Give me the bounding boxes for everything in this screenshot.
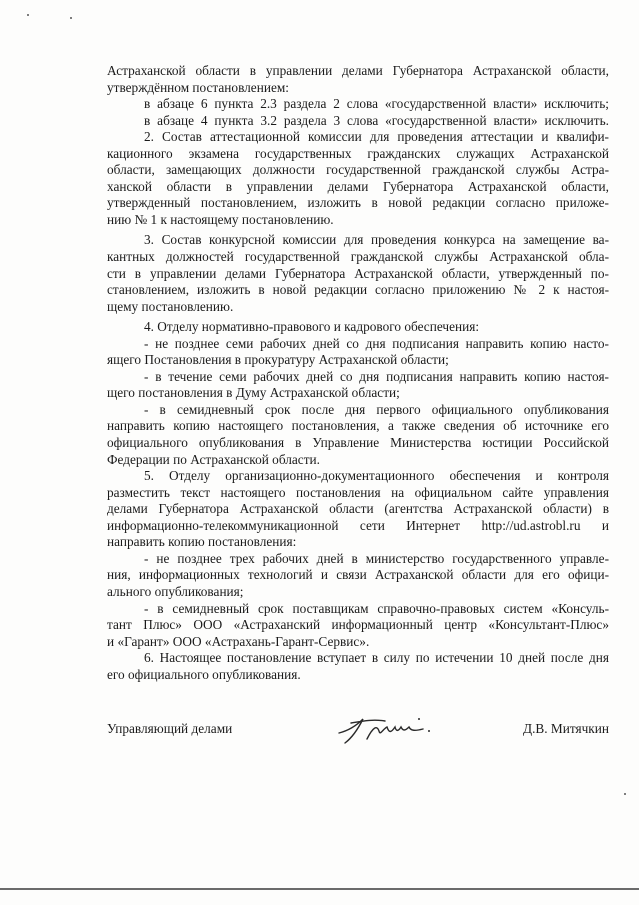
text-line: утверждённом постановлением:	[107, 79, 289, 95]
text-line: его официального опубликования.	[107, 666, 301, 682]
text-line: кантных должностей государственной гражданской службы Астраханской обла-	[107, 249, 609, 265]
text-line: - не позднее трех рабочих дней в министерство государственного управле-	[144, 550, 609, 566]
text-line: 4. Отделу нормативно-правового и кадрового обеспечения:	[144, 319, 480, 335]
text-line: сти в управлении делами Губернатора Астраханской области, утвержденный по-	[107, 265, 609, 281]
text-line: тант Плюс» ООО «Астраханский информационный центр «Консультант-Плюс»	[107, 617, 609, 633]
text-line: делами Губернатора Астраханской области (агентства Астраханской области) в	[107, 501, 609, 517]
scan-speck	[27, 14, 29, 16]
text-line: информационно-телекоммуникационной сети Интернет http://ud.astrobl.ru и	[107, 517, 609, 533]
text-line: 3. Состав конкурсной комиссии для проведения конкурса на замещение ва-	[144, 232, 609, 248]
text-line: разместить текст настоящего постановления на официальном сайте управления	[107, 484, 609, 500]
text-line: Астраханской области в управлении делами Губернатора Астраханской области,	[107, 63, 609, 78]
text-line: - в семидневный срок после дня первого официального опубликования	[144, 401, 609, 417]
signer-name: Д.В. Митячкин	[523, 721, 609, 736]
text-line: кационного экзамена государственных гражданских служащих Астраханской	[107, 145, 609, 161]
text-line: 2. Состав аттестационной комиссии для проведения аттестации и квалифи-	[144, 129, 609, 145]
page-bottom-edge	[0, 888, 639, 890]
text-line: - в семидневный срок поставщикам справочно-правовых систем «Консуль-	[144, 600, 609, 616]
text-line: Федерации по Астраханской области.	[107, 451, 320, 467]
text-line: ханской области в управлении делами Губернатора Астраханской области,	[107, 178, 609, 194]
text-line: ния, информационных технологий и связи Астраханской области для его офици-	[107, 567, 609, 583]
text-line: направить копию настоящего постановления, а также сведения об источнике его	[107, 418, 609, 434]
text-line: щему постановлению.	[107, 298, 234, 314]
signer-position: Управляющий делами	[107, 721, 233, 736]
text-line: в абзаце 6 пункта 2.3 раздела 2 слова «государственной власти» исключить;	[144, 96, 609, 112]
text-line: ального опубликования;	[107, 583, 244, 599]
text-line: ящего Постановления в прокуратуру Астраханской области;	[107, 352, 449, 368]
text-line: - в течение семи рабочих дней со дня подписания направить копию настоя-	[144, 368, 609, 384]
text-line: и «Гарант» ООО «Астрахань-Гарант-Сервис».	[107, 633, 370, 649]
text-line: области, замещающих должности государственной гражданской службы Астра-	[107, 162, 609, 178]
signature-block	[107, 717, 609, 747]
handwritten-signature	[333, 709, 443, 749]
scan-speck	[624, 793, 626, 795]
text-line: в абзаце 4 пункта 3.2 раздела 3 слова «государственной власти» исключить.	[144, 112, 609, 128]
text-line: 5. Отделу организационно-документационного обеспечения и контроля	[144, 468, 609, 484]
document-body	[107, 63, 609, 683]
text-line: нию № 1 к настоящему постановлению.	[107, 211, 334, 227]
scan-speck	[70, 17, 72, 19]
text-line: утвержденный постановлением, изложить в новой редакции согласно приложе-	[107, 195, 609, 211]
text-line: официального опубликования в Управление Министерства юстиции Российской	[107, 435, 609, 451]
text-line: 6. Настоящее постановление вступает в силу по истечении 10 дней после дня	[144, 650, 609, 666]
text-line: щего постановления в Думу Астраханской области;	[107, 385, 400, 401]
text-line: направить копию постановления:	[107, 534, 297, 550]
text-line: - не позднее семи рабочих дней со дня подписания направить копию насто-	[144, 335, 609, 351]
text-line: становлением, изложить в новой редакции согласно приложению № 2 к настоя-	[107, 282, 609, 298]
